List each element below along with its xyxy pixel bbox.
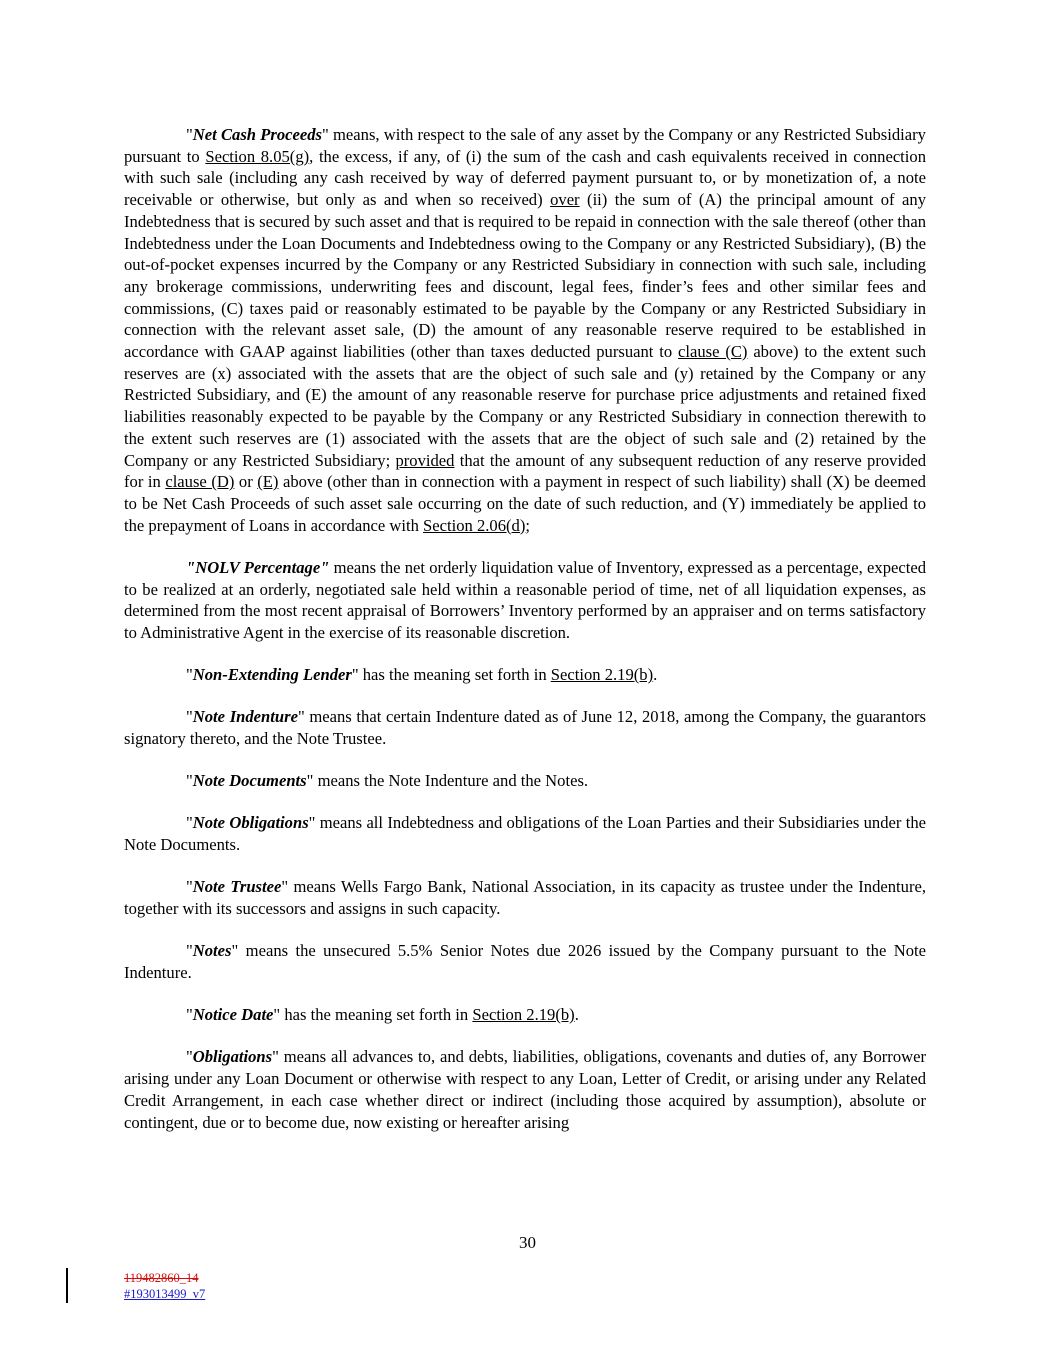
- defined-term: Notes: [192, 941, 232, 961]
- deleted-document-id: 119482860_14: [124, 1271, 199, 1285]
- definition-notes: "Notes" means the unsecured 5.5% Senior Notes due 2026 issued by the Company pursuant to the Note Indenture.: [124, 941, 926, 982]
- definition-note-obligations: "Note Obligations" means all Indebtedness and obligations of the Loan Parties and their Subsidiaries under the Note Documents.: [124, 813, 926, 855]
- definition-note-documents: "Note Documents" means the Note Indenture and the Notes.: [186, 771, 589, 791]
- defined-term: "NOLV Percentage": [186, 557, 330, 577]
- emphasis-underline: provided: [395, 450, 455, 470]
- defined-term: Obligations: [192, 1047, 273, 1067]
- revision-change-bar: [66, 1268, 68, 1303]
- defined-term: Note Indenture: [192, 707, 298, 727]
- defined-term: Note Obligations: [192, 813, 309, 833]
- definition-note-indenture: "Note Indenture" means that certain Indenture dated as of June 12, 2018, among the Company, the guarantors signatory thereto, and the Note Trustee.: [124, 707, 926, 749]
- defined-term: Notice Date: [192, 1005, 274, 1025]
- definition-net-cash-proceeds: "Net Cash Proceeds" means, with respect to the sale of any asset by the Company or any Restricted Subsidiary pursuant to Section 8.05(g), the excess, if any, of (i) the sum of the cash and cash equivalents received in connection with such sale (including any cash received by way of deferred payment pursuant to, or by monetization of, a note receivable or otherwise, but only as and when so received) over (ii) the sum of (A) the principal amount of any Indebtedness that is secured by such asset and that is required to be repaid in connection with the sale thereof (other than Indebtedness under the Loan Documents and Indebtedness owing to the Company or any Restricted Subsidiary), (B) the out-of-pocket expenses incurred by the Company or any Restricted Subsidiary in connection with such sale, including any brokerage commissions, underwriting fees and discount, legal fees, finder’s fees and other similar fees and commissions, (C) taxes paid or reasonably estimated to be payable by the Company or any Restricted Subsidiary in connection with the relevant asset sale, (D) the amount of any reasonable reserve required to be established in accordance with GAAP against liabilities (other than taxes deducted pursuant to clause (C) above) to the extent such reserves are (x) associated with the assets that are the object of such sale and (y) retained by the Company or any Restricted Subsidiary, and (E) the amount of any reasonable reserve for purchase price adjustments and retained fixed liabilities reasonably expected to be payable by the Company or any Restricted Subsidiary in connection therewith to the extent such reserves are (1) associated with the assets that are the object of such sale and (2) retained by the Company or any Restricted Subsidiary; provided that the amount of any subsequent reduction of any reserve provided for in clause (D) or (E) above (other than in connection with a payment in respect of such liability) shall (X) be deemed to be Net Cash Proceeds of such asset sale occurring on the date of such reduction, and (Y) immediately be applied to the prepayment of Loans in accordance with Section 2.06(d);: [124, 125, 927, 535]
- cross-reference: Section 2.06(d): [423, 515, 526, 535]
- defined-term: Note Documents: [192, 771, 307, 791]
- defined-term: Note Trustee: [192, 877, 282, 897]
- cross-reference: clause (C): [678, 342, 748, 362]
- definition-non-extending-lender: "Non-Extending Lender" has the meaning set forth in Section 2.19(b).: [186, 665, 658, 685]
- document-id-block: [124, 1270, 205, 1302]
- cross-reference: Section 2.19(b): [550, 665, 654, 685]
- cross-reference: Section 2.19(b): [472, 1005, 575, 1025]
- defined-term: Net Cash Proceeds: [192, 125, 322, 144]
- definition-notice-date: "Notice Date" has the meaning set forth in Section 2.19(b).: [186, 1005, 579, 1025]
- emphasis-underline: over: [550, 190, 580, 210]
- definition-note-trustee: "Note Trustee" means Wells Fargo Bank, National Association, in its capacity as trustee under the Indenture, together with its successors and assigns in such capacity.: [124, 877, 926, 919]
- cross-reference: (E): [257, 472, 279, 492]
- cross-reference: Section 8.05(g): [205, 146, 310, 166]
- definition-obligations: "Obligations" means all advances to, and debts, liabilities, obligations, covenants and duties of, any Borrower arising under any Loan Document or otherwise with respect to any Loan, Letter of Credit, or arising under any Related Credit Arrangement, in each case whether direct or indirect (including those acquired by assumption), absolute or contingent, due or to become due, now existing or hereafter arising: [124, 1047, 926, 1132]
- document-body: [124, 124, 926, 1154]
- definition-nolv-percentage: "NOLV Percentage" means the net orderly liquidation value of Inventory, expressed as a percentage, expected to be realized at an orderly, negotiated sale held within a reasonable period of time, net of all liquidation expenses, as determined from the most recent appraisal of Borrowers’ Inventory performed by an appraiser and on terms satisfactory to Administrative Agent in the exercise of its reasonable discretion.: [124, 557, 926, 642]
- cross-reference: clause (D): [165, 472, 235, 492]
- inserted-document-id: #193013499_v7: [124, 1287, 206, 1301]
- defined-term: Non-Extending Lender: [192, 665, 352, 685]
- page-number: 30: [519, 1233, 536, 1252]
